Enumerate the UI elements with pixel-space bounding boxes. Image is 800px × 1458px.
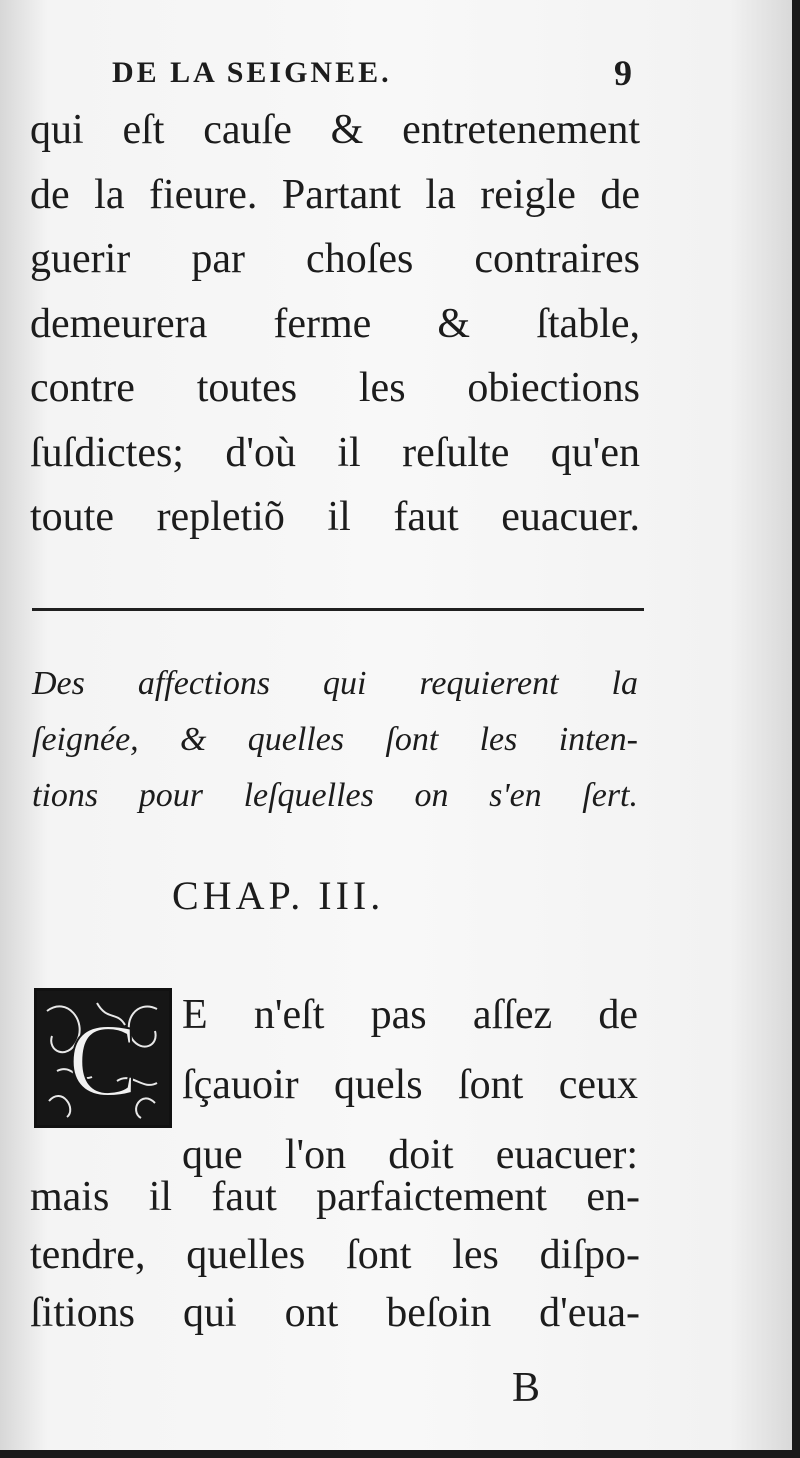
text-line: ſitions qui ont beſoin d'eua-	[30, 1290, 640, 1336]
heading-line: ſeignée, & quelles ſont les inten-	[32, 721, 638, 758]
text-line: demeurera ferme & ſtable,	[30, 300, 640, 347]
decorated-initial	[34, 988, 172, 1128]
text-line: ſçauoir quels ſont ceux	[182, 1062, 638, 1108]
text-line: tendre, quelles ſont les diſpo-	[30, 1232, 640, 1278]
signature-mark: B	[512, 1365, 541, 1411]
running-head	[112, 53, 632, 93]
paragraph-2-wide	[30, 1168, 640, 1342]
section-rule	[32, 608, 644, 611]
text-line: ſuſdictes; d'où il reſulte qu'en	[30, 429, 640, 476]
paragraph-1	[30, 98, 640, 550]
running-head-title: DE LA SEIGNEE.	[112, 56, 392, 89]
svg-text:C: C	[68, 1003, 138, 1118]
paragraph-2-narrow	[182, 980, 638, 1190]
text-line: mais il faut parfaictement en-	[30, 1174, 640, 1220]
section-heading	[32, 656, 638, 824]
text-line: toute repletiõ il faut euacuer.	[30, 494, 640, 540]
text-line: contre toutes les obiections	[30, 365, 640, 411]
text-line: que l'on doit euacuer:	[182, 1132, 638, 1178]
text-line: qui eſt cauſe & entretenement	[30, 107, 640, 153]
heading-line: Des affections qui requierent la	[32, 665, 638, 702]
text-line: guerir par choſes contraires	[30, 236, 640, 282]
decorated-initial-icon	[37, 991, 169, 1125]
heading-line: tions pour leſquelles on s'en ſert.	[32, 777, 638, 814]
text-line: de la fieure. Partant la reigle de	[30, 171, 640, 218]
chapter-label: CHAP. III.	[172, 873, 385, 918]
page-number: 9	[614, 53, 632, 93]
text-line: E n'eſt pas aſſez de	[182, 992, 638, 1038]
